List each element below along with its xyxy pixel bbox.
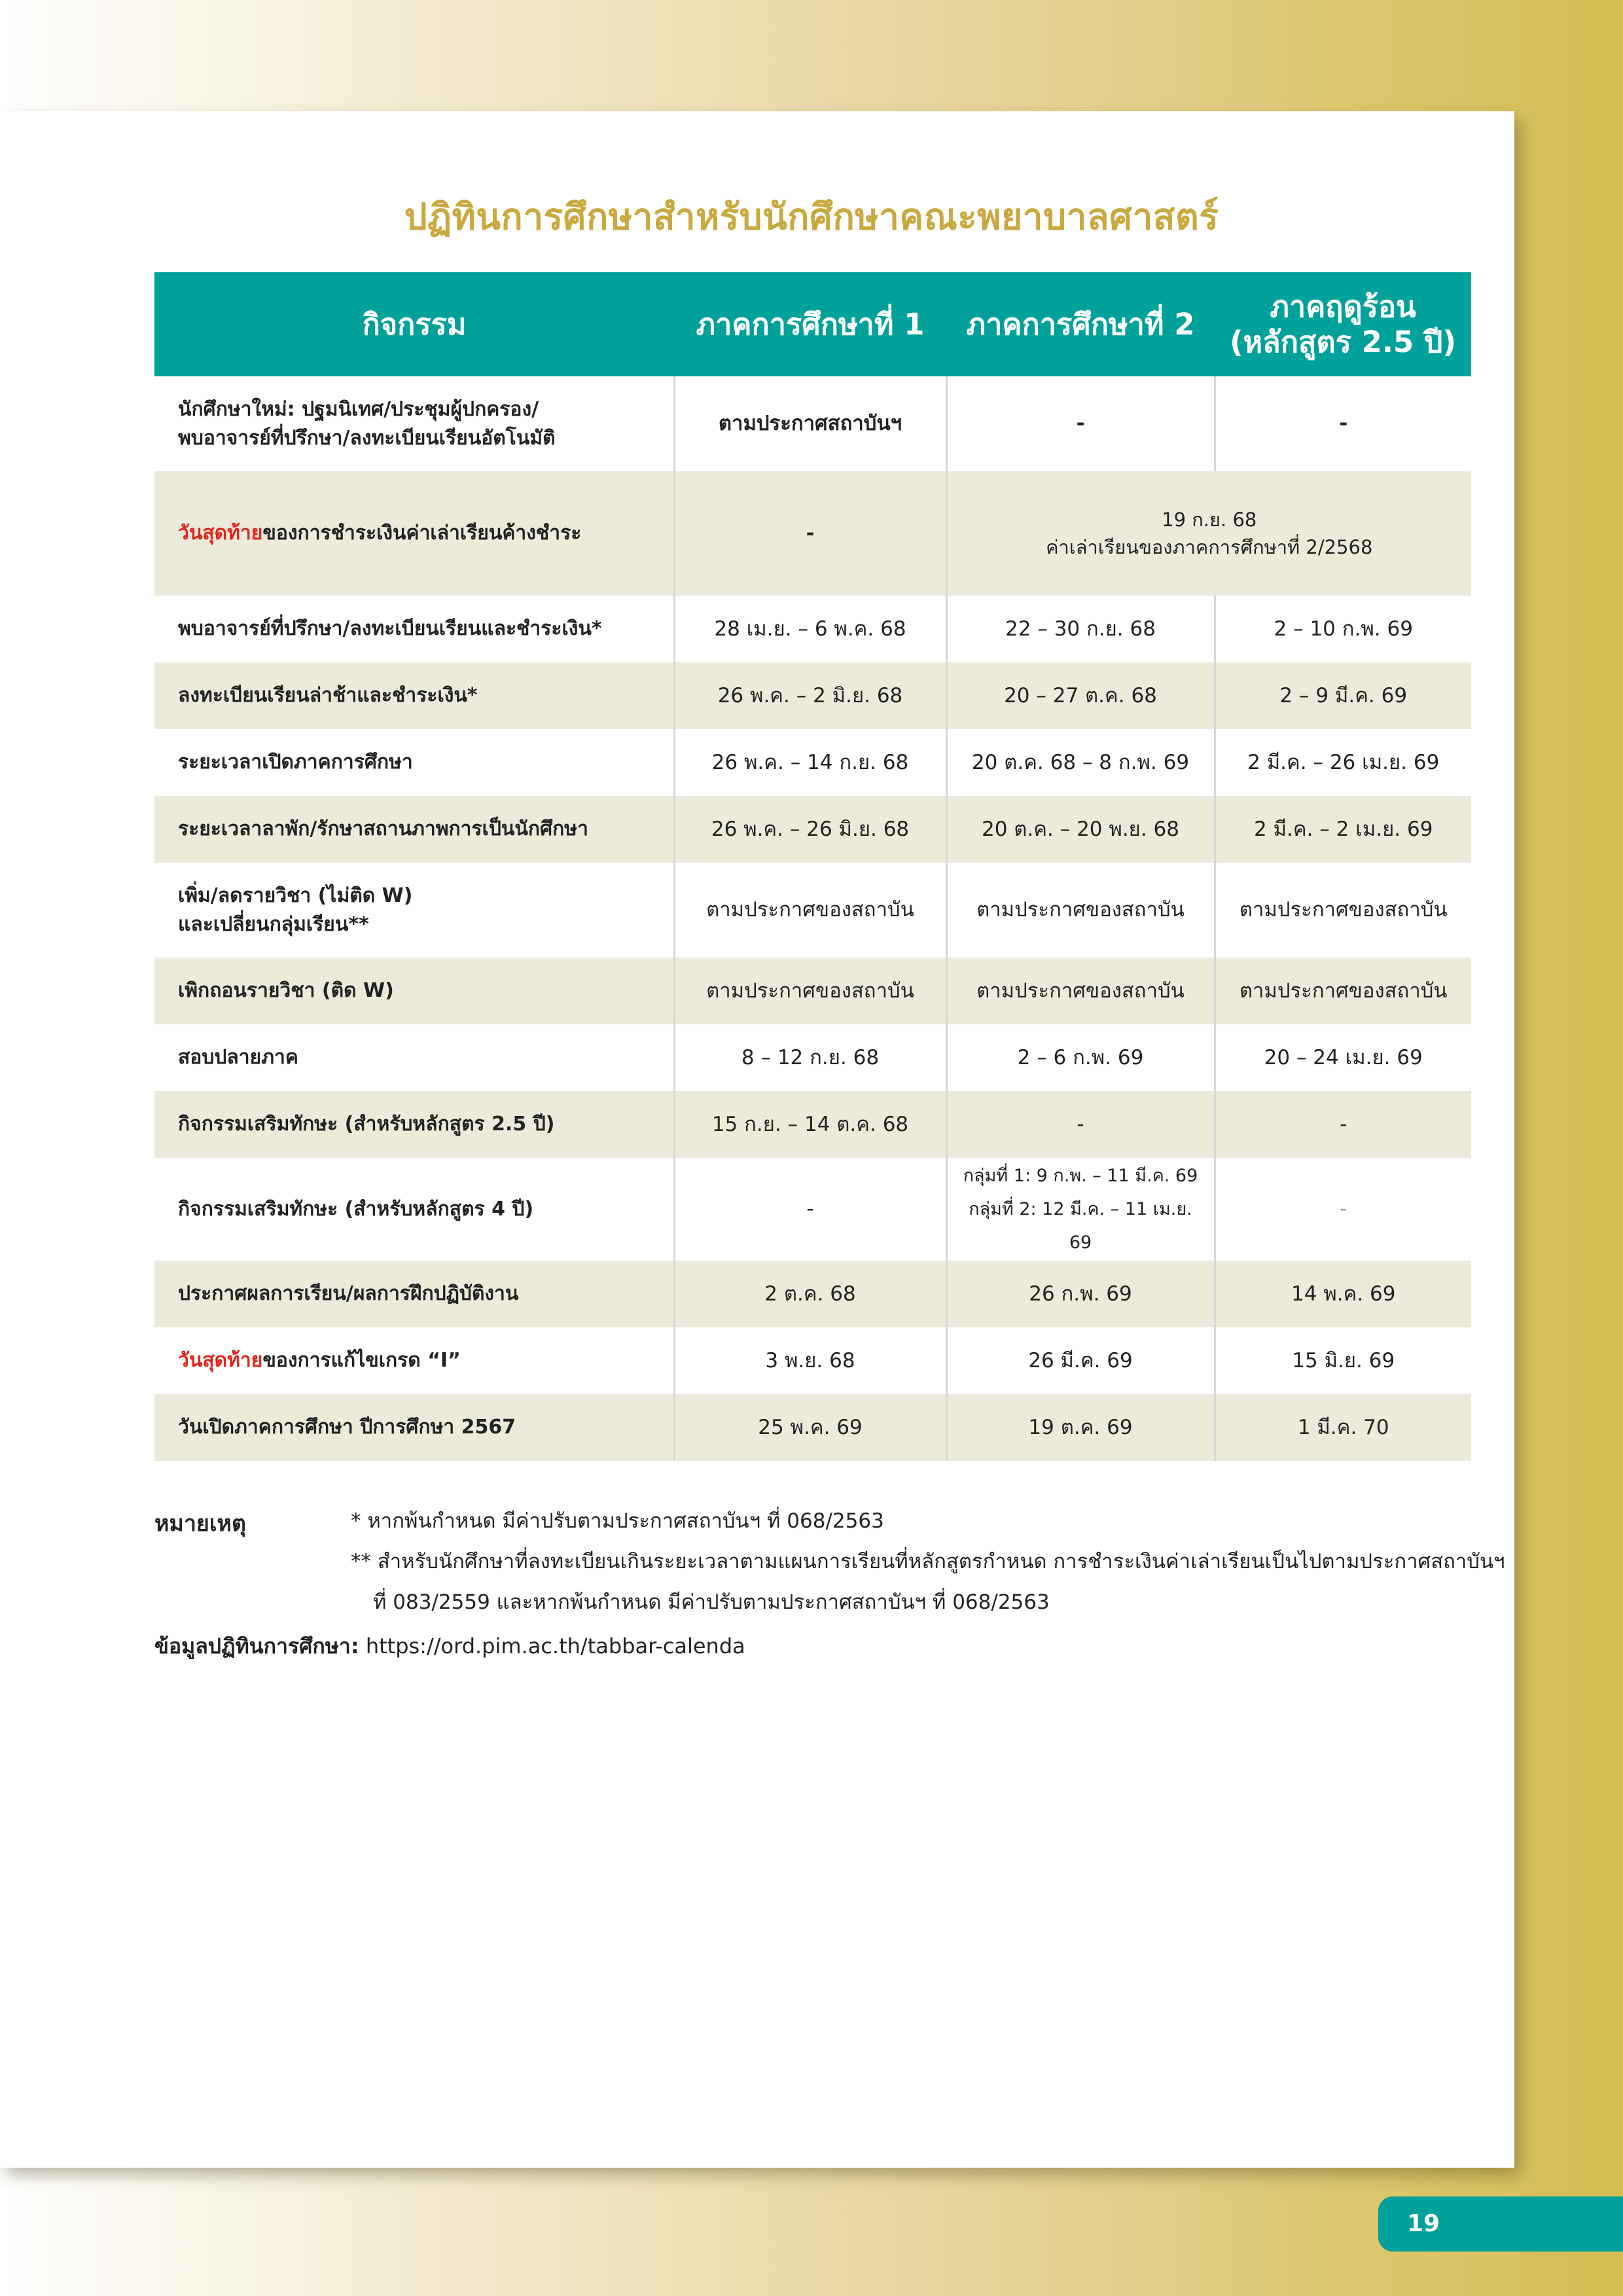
activity-text: ของการชำระเงินค่าเล่าเรียนค้างชำระ bbox=[262, 522, 582, 545]
row-activity: ประกาศผลการเรียน/ผลการฝึกปฏิบัติงาน bbox=[154, 1261, 674, 1327]
cell-term1: 26 พ.ค. – 2 มิ.ย. 68 bbox=[674, 662, 946, 729]
activity-text: ของการแก้ไขเกรด “I” bbox=[262, 1349, 461, 1372]
row-activity: ระยะเวลาเปิดภาคการศึกษา bbox=[178, 751, 413, 774]
cell-term1: 26 พ.ค. – 14 ก.ย. 68 bbox=[674, 729, 946, 796]
calendar-info bbox=[154, 1630, 745, 1663]
row-activity: วันเปิดภาคการศึกษา ปีการศึกษา 2567 bbox=[154, 1394, 674, 1461]
row-activity bbox=[154, 376, 674, 471]
cell-term1: - bbox=[674, 1158, 946, 1261]
header-summer bbox=[1215, 272, 1471, 376]
cell-term2-summer-merged bbox=[946, 471, 1471, 596]
row-activity: พบอาจารย์ที่ปรึกษา/ลงทะเบียนเรียนและชำระเงิน* bbox=[178, 617, 602, 641]
calendar-info-label: ข้อมูลปฏิทินการศึกษา: bbox=[154, 1634, 359, 1659]
cell-term2: - bbox=[946, 1091, 1215, 1158]
table-row bbox=[154, 1091, 1471, 1158]
table-header-row bbox=[154, 272, 1471, 376]
row-activity: สอบปลายภาค bbox=[178, 1046, 298, 1069]
cell-summer: 20 – 24 เม.ย. 69 bbox=[1215, 1024, 1471, 1091]
notes-label: หมายเหตุ bbox=[154, 1511, 246, 1537]
table-row bbox=[154, 1261, 1471, 1327]
cell-summer: 2 – 10 ก.พ. 69 bbox=[1215, 596, 1471, 662]
group-line: กลุ่มที่ 1: 9 ก.พ. – 11 มี.ค. 69 bbox=[963, 1165, 1198, 1186]
cell-term2: 20 ต.ค. – 20 พ.ย. 68 bbox=[946, 796, 1215, 863]
table-row bbox=[154, 1024, 1471, 1091]
row-activity: เพิกถอนรายวิชา (ติด W) bbox=[154, 958, 674, 1024]
cell-term2 bbox=[946, 1158, 1215, 1261]
cell-summer: ตามประกาศของสถาบัน bbox=[1215, 958, 1471, 1024]
activity-highlight: วันสุดท้าย bbox=[178, 1349, 263, 1372]
cell-summer: ตามประกาศของสถาบัน bbox=[1215, 863, 1471, 958]
cell-term2: 2 – 6 ก.พ. 69 bbox=[946, 1024, 1215, 1091]
activity-line: พบอาจารย์ที่ปรึกษา/ลงทะเบียนเรียนอัตโนมัติ bbox=[178, 426, 556, 450]
header-summer-line2: (หลักสูตร 2.5 ปี) bbox=[1229, 324, 1457, 359]
header-activity: กิจกรรม bbox=[154, 272, 674, 376]
activity-line: นักศึกษาใหม่: ปฐมนิเทศ/ประชุมผู้ปกครอง/ bbox=[178, 398, 539, 421]
merged-line: 19 ก.ย. 68 bbox=[1162, 508, 1257, 531]
calendar-info-url[interactable]: https://ord.pim.ac.th/tabbar-calenda bbox=[365, 1634, 745, 1659]
header-term1: ภาคการศึกษาที่ 1 bbox=[674, 272, 946, 376]
cell-term2: ตามประกาศของสถาบัน bbox=[946, 863, 1215, 958]
page-number: 19 bbox=[1378, 2197, 1623, 2251]
header-term2: ภาคการศึกษาที่ 2 bbox=[946, 272, 1215, 376]
row-activity bbox=[154, 863, 674, 958]
academic-calendar-table bbox=[154, 272, 1471, 1461]
cell-term1: - bbox=[674, 471, 946, 596]
cell-term2: 22 – 30 ก.ย. 68 bbox=[946, 596, 1215, 662]
table-row bbox=[154, 1394, 1471, 1461]
row-activity: ระยะเวลาลาพัก/รักษาสถานภาพการเป็นนักศึกษา bbox=[154, 796, 674, 863]
note-1: * หากพ้นกำหนด มีค่าปรับตามประกาศสถาบันฯ ที่ 068/2563 bbox=[351, 1509, 884, 1533]
cell-term2: ตามประกาศของสถาบัน bbox=[946, 958, 1215, 1024]
note-2-line1: ** สำหรับนักศึกษาที่ลงทะเบียนเกินระยะเวลาตามแผนการเรียนที่หลักสูตรกำหนด การชำระเงินค่าเล่าเรียนเป็นไปตามประกาศสถาบันฯ bbox=[351, 1550, 1505, 1573]
activity-highlight: วันสุดท้าย bbox=[178, 522, 263, 545]
cell-term1: 8 – 12 ก.ย. 68 bbox=[674, 1024, 946, 1091]
activity-line: เพิ่ม/ลดรายวิชา (ไม่ติด W) bbox=[178, 884, 413, 907]
cell-summer: 14 พ.ค. 69 bbox=[1215, 1261, 1471, 1327]
cell-summer: - bbox=[1215, 376, 1471, 471]
cell-term2: 20 – 27 ต.ค. 68 bbox=[946, 662, 1215, 729]
row-activity bbox=[154, 471, 674, 596]
cell-summer: - bbox=[1215, 1158, 1471, 1261]
table-row bbox=[154, 958, 1471, 1024]
cell-term1: 15 ก.ย. – 14 ต.ค. 68 bbox=[674, 1091, 946, 1158]
table-row bbox=[154, 796, 1471, 863]
cell-term1: 26 พ.ค. – 26 มิ.ย. 68 bbox=[674, 796, 946, 863]
merged-line: ค่าเล่าเรียนของภาคการศึกษาที่ 2/2568 bbox=[1046, 536, 1373, 558]
row-activity: กิจกรรมเสริมทักษะ (สำหรับหลักสูตร 2.5 ปี) bbox=[154, 1091, 674, 1158]
page-title: ปฏิทินการศึกษาสำหรับนักศึกษาคณะพยาบาลศาสตร์ bbox=[404, 196, 1219, 238]
table-row bbox=[154, 662, 1471, 729]
cell-term2: 19 ต.ค. 69 bbox=[946, 1394, 1215, 1461]
row-activity: กิจกรรมเสริมทักษะ (สำหรับหลักสูตร 4 ปี) bbox=[178, 1197, 534, 1221]
cell-term1: 3 พ.ย. 68 bbox=[674, 1327, 946, 1394]
header-summer-line1: ภาคฤดูร้อน bbox=[1270, 289, 1416, 325]
table-row bbox=[154, 596, 1471, 662]
cell-summer: 2 – 9 มี.ค. 69 bbox=[1215, 662, 1471, 729]
row-activity bbox=[154, 1327, 674, 1394]
table-row bbox=[154, 376, 1471, 471]
table-row bbox=[154, 729, 1471, 796]
cell-term2: 20 ต.ค. 68 – 8 ก.พ. 69 bbox=[946, 729, 1215, 796]
cell-term2: 26 ก.พ. 69 bbox=[946, 1261, 1215, 1327]
cell-summer: 1 มี.ค. 70 bbox=[1215, 1394, 1471, 1461]
cell-term2: 26 มี.ค. 69 bbox=[946, 1327, 1215, 1394]
table-row bbox=[154, 863, 1471, 958]
cell-term1: ตามประกาศของสถาบัน bbox=[674, 863, 946, 958]
cell-summer: 2 มี.ค. – 26 เม.ย. 69 bbox=[1215, 729, 1471, 796]
cell-term1: ตามประกาศของสถาบัน bbox=[674, 958, 946, 1024]
cell-term2: - bbox=[946, 376, 1215, 471]
cell-summer: 2 มี.ค. – 2 เม.ย. 69 bbox=[1215, 796, 1471, 863]
cell-term1: 25 พ.ค. 69 bbox=[674, 1394, 946, 1461]
activity-line: และเปลี่ยนกลุ่มเรียน** bbox=[178, 912, 369, 936]
cell-summer: - bbox=[1215, 1091, 1471, 1158]
table-row bbox=[154, 1158, 1471, 1261]
table-row bbox=[154, 471, 1471, 596]
cell-summer: 15 มิ.ย. 69 bbox=[1215, 1327, 1471, 1394]
cell-term1: 28 เม.ย. – 6 พ.ค. 68 bbox=[674, 596, 946, 662]
row-activity: ลงทะเบียนเรียนล่าช้าและชำระเงิน* bbox=[154, 662, 674, 729]
table-row bbox=[154, 1327, 1471, 1394]
group-line: กลุ่มที่ 2: 12 มี.ค. – 11 เม.ย. 69 bbox=[969, 1198, 1192, 1253]
note-2-line2: ที่ 083/2559 และหากพ้นกำหนด มีค่าปรับตามประกาศสถาบันฯ ที่ 068/2563 bbox=[373, 1590, 1050, 1614]
cell-term1: 2 ต.ค. 68 bbox=[674, 1261, 946, 1327]
cell-term1: ตามประกาศสถาบันฯ bbox=[674, 376, 946, 471]
